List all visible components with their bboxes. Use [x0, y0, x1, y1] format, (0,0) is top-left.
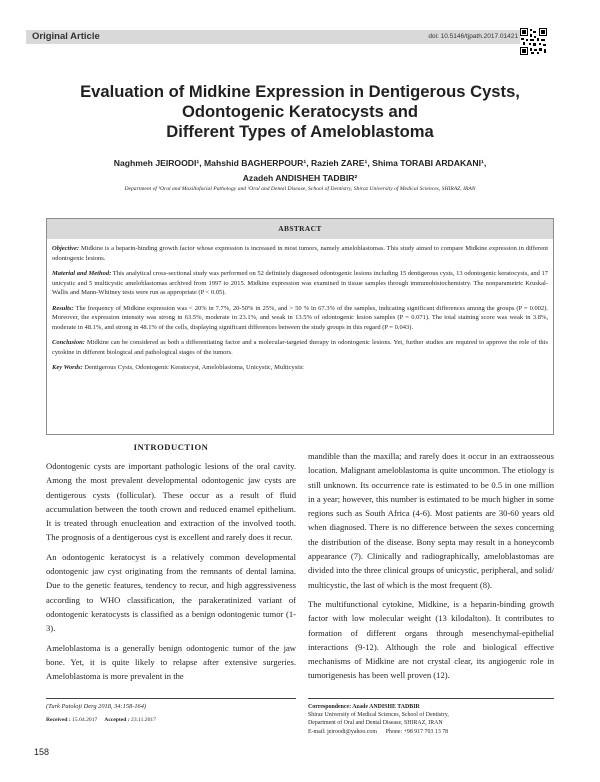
methods-text: This analytical cross-sectional study was performed on 52 definitely diagnosed odontogenic lesions including 15 dentigerous cysts, 13 odontogenic keratocysts, and 17 unicystic and 5 multicystic ameloblastomas archived from 1997 to 2015. Midkine expression was examined in tissue samples through immunohistochemistry. The nonparametric Kruskal-Wallis and Mann-Whitney tests were run as appropriate (P < 0.05). — [52, 270, 549, 296]
footer-rule-left — [46, 698, 296, 699]
abstract-box — [46, 218, 554, 435]
body-column-left — [46, 435, 296, 688]
author-line: Azadeh ANDISHEH TADBIR² — [242, 173, 358, 183]
affiliation: Department of ¹Oral and Maxillofacial Pathology and ²Oral and Dental Disease, School of Dentistry, Shiraz University of Medical Sciences, SHIRAZ, IRAN — [124, 186, 476, 192]
title-line: Evaluation of Midkine Expression in Dentigerous Cysts, — [80, 82, 520, 101]
abstract-methods — [52, 269, 548, 298]
body-paragraph: mandible than the maxilla; and rarely does it occur in an extraosseous location. Malignant ameloblastoma is quite uncommon. The etiology is still unknown. Its occurrence rate is estimated to be 0.5 in one million in a year; however, this number is estimated to be much higher in some regions such as South Africa (4-6). Most patients are 30-60 years old when diagnosed. There is no difference between the sexes concerning the distribution of the disease. Bony septa may result in a honeycomb appearance (7). Clinically and radiographically, ameloblastomas are divided into the three clinical groups of unicystic, peripheral, and solid/ multicystic, the last of which is the most frequent (8). — [308, 451, 554, 590]
keywords-label: Key Words: — [52, 364, 83, 371]
keywords-text: Dentigerous Cysts, Odontogenic Keratocyst, Ameloblastoma, Unicystic, Multicystic — [84, 364, 304, 371]
article-dates — [46, 717, 156, 723]
conclusion-text: Midkine can be considered as both a differentiating factor and a molecular-targeted therapy in odontogenic lesions. Yet, further studies are required to approve the role of this cytokine in different biological and pathological stages of the tumors. — [52, 339, 548, 356]
author-line: Naghmeh JEIROODI¹, Mahshid BAGHERPOUR¹, Razieh ZARE¹, Shima TORABI ARDAKANI¹, — [113, 158, 487, 168]
objective-text: Midkine is a heparin-binding growth factor whose expression is increased in most tumors, namely ameloblastomas. This study aimed to compare Midkine expression in different odontogenic lesions. — [52, 245, 549, 262]
correspondence-label: Correspondence: Azade ANDISHE TADBIR — [308, 704, 420, 710]
abstract-objective — [52, 244, 548, 263]
title-line: Odontogenic Keratocysts and — [181, 102, 419, 121]
article-title — [40, 82, 560, 142]
doi-link[interactable]: doi: 10.5146/tjpath.2017.01421 — [428, 33, 518, 40]
abstract-body — [47, 239, 553, 373]
received-label: Received : — [46, 717, 71, 723]
qr-code-icon — [520, 28, 547, 55]
methods-label: Material and Method: — [52, 270, 112, 277]
abstract-heading: ABSTRACT — [47, 219, 553, 239]
journal-header-bar — [26, 30, 574, 44]
correspondence-line: E-mail: jeiroodi@yahoo.com Phone: +98 917 703 13 78 — [308, 728, 449, 735]
received-date: 15.04.2017 — [72, 717, 98, 723]
accepted-date: 23.11.2017 — [131, 717, 156, 723]
correspondence-line: Shiraz University of Medical Sciences, School of Dentistry, — [308, 712, 449, 719]
introduction-heading: INTRODUCTION — [133, 442, 209, 452]
objective-label: Objective: — [52, 245, 80, 252]
body-paragraph: The multifunctional cytokine, Midkine, is a heparin-binding growth factor with low molecular weight (13 kilodalton). It contributes to formation of different organs through mesenchymal-epithelial interactions (9-12). Although the role and biological effective mechanisms of Midkine are not crystal clear, its angiogenic role in tumorigenesis has been well proven (12). — [308, 598, 554, 681]
results-text: The frequency of Midkine expression was < 20% in 7.7%, 20-50% in 25%, and > 50 % in 67.3% of the samples, indicating significant differences among the groups (P = 0.002). Moreover, the expression intensity was strong in 63.5%, moderate in 23.1%, and weak in 13.5% of odontogenic lesion samples (P = 0.071). The total staining score was weak in 3.8%, moderate in 48.1%, and strong in 48.1% of the cells, displaying significant differences between the study groups in this regard (P = 0.043). — [52, 304, 548, 331]
body-paragraph: An odontogenic keratocyst is a relatively common developmental odontogenic jaw cyst originating from the remnants of dental lamina. Due to the genetic features, tendency to recur, and high aggressiveness according to WHO classification, the parakeratinized variant of odontogenic keratocysts is classified as a benign odontogenic tumor (1-3). — [46, 551, 296, 634]
accepted-label: Accepted : — [104, 717, 130, 723]
page-number: 158 — [34, 747, 50, 757]
footer-rule-right — [308, 698, 554, 699]
body-column-right — [308, 435, 554, 688]
abstract-results — [52, 304, 548, 333]
journal-citation: (Turk Patoloji Derg 2018, 34:158-164) — [46, 703, 147, 710]
correspondence-line: Department of Oral and Dental Disease, SHIRAZ, IRAN — [308, 720, 443, 727]
abstract-conclusion — [52, 338, 548, 357]
abstract-keywords — [52, 363, 548, 373]
title-line: Different Types of Ameloblastoma — [166, 122, 434, 141]
body-paragraph: Ameloblastoma is a generally benign odontogenic tumor of the jaw bone. Yet, it is quite likely to relapse after extensive surgeries. Ameloblastoma is more prevalent in the — [46, 642, 296, 682]
conclusion-label: Conclusion: — [52, 339, 85, 346]
body-paragraph: Odontogenic cysts are important pathologic lesions of the oral cavity. Among the most prevalent developmental odontogenic jaw cysts are dentigerous cysts (follicular). These occur as a result of fluid accumulation between the tooth crown and reduced enamel epithelium. It is treated through enucleation and extraction of the involved tooth. The prognosis of a dentigerous cyst is excellent and rarely does it recur. — [46, 461, 296, 543]
article-type-label: Original Article — [32, 31, 100, 42]
correspondence-block — [308, 703, 554, 736]
author-list — [30, 156, 570, 186]
results-label: Results: — [52, 304, 74, 312]
